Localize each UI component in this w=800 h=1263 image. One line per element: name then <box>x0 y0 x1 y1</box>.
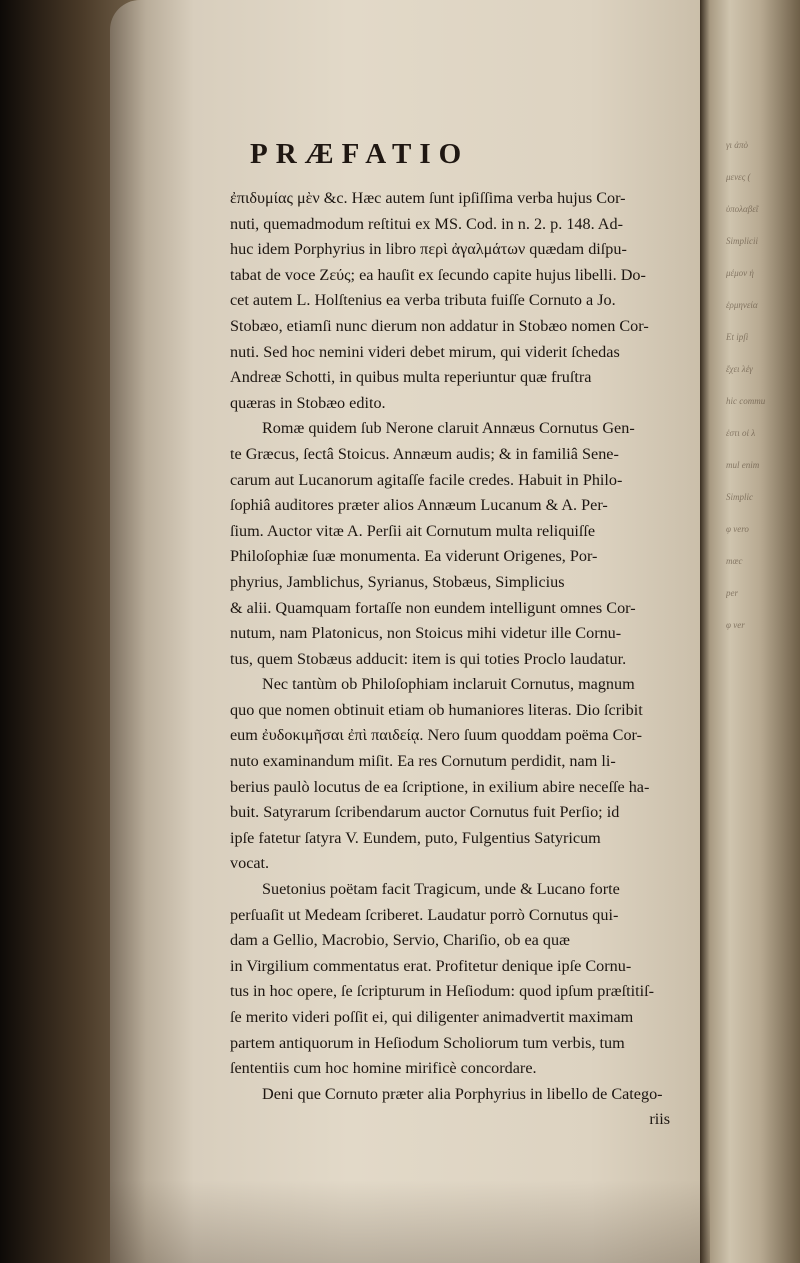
text-line: tabat de voce Ζεύς; ea hauſit ex ſecundo capite hujus libelli. Do- <box>230 265 646 284</box>
text-line: in Virgilium commentatus erat. Profitetur denique ipſe Cornu- <box>230 956 632 975</box>
text-line: & alii. Quamquam fortaſſe non eundem intelligunt omnes Cor- <box>230 598 636 617</box>
page-header-title: PRÆFATIO <box>250 138 470 170</box>
facing-page-edge <box>700 0 800 1263</box>
text-line: Romæ quidem ſub Nerone claruit Annæus Cornutus Gen- <box>262 419 635 438</box>
text-line: dam a Gellio, Macrobio, Servio, Chariſio, ob ea quæ <box>230 931 570 950</box>
text-line: nuti. Sed hoc nemini videri debet mirum, qui viderit ſchedas <box>230 342 620 361</box>
text-line: eum ἐυδοκιμῆσαι ἐπὶ παιδείᾳ. Nero ſuum quoddam poëma Cor- <box>230 726 643 745</box>
text-line: nutum, nam Platonicus, non Stoicus mihi videtur ille Cornu- <box>230 624 622 643</box>
text-line: carum aut Lucanorum agitaſſe facile credes. Habuit in Philo- <box>230 470 623 489</box>
text-line: ſententiis cum hoc homine mirificè concordare. <box>230 1059 537 1078</box>
text-line: partem antiquorum in Heſiodum Scholiorum tum verbis, tum <box>230 1033 625 1052</box>
text-line: perſuaſit ut Medeam ſcriberet. Laudatur porrò Cornutus qui- <box>230 905 619 924</box>
text-line: ſe merito videri poſſit ei, qui diligenter animadvertit maximam <box>230 1008 634 1026</box>
facing-page-fragment: Et ipſi <box>726 332 749 342</box>
text-line: vocat. <box>230 854 270 873</box>
facing-page-fragment: μέμον ἡ <box>726 268 754 278</box>
text-line: nuti, quemadmodum reſtitui ex MS. Cod. in n. 2. p. 148. Ad- <box>230 214 623 233</box>
text-line: tus in hoc opere, ſe ſcripturum in Heſiodum: quod ipſum præſtitiſ- <box>230 982 654 1001</box>
facing-page-fragment: ὑπολαβεῖ <box>726 204 759 214</box>
facing-page-fragment: φ ver <box>726 620 745 630</box>
facing-page-fragment: ἔχει λέγ <box>726 364 753 374</box>
facing-page-fragment: γι ἀπὸ <box>726 140 749 150</box>
text-line: ipſe fatetur ſatyra V. Eundem, puto, Fulgentius Satyricum <box>230 828 601 847</box>
text-line: berius paulò locutus de ea ſcriptione, in exilium abire neceſſe ha- <box>230 777 650 796</box>
text-line: huc idem Porphyrius in libro περὶ ἀγαλμάτων quædam diſpu- <box>230 240 627 259</box>
facing-page-fragment: hic commu <box>726 396 766 406</box>
text-line: ſophiâ auditores præter alios Annæum Lucanum & A. Per- <box>230 496 608 515</box>
text-line: phyrius, Jamblichus, Syrianus, Stobæus, Simplicius <box>230 572 565 591</box>
text-line: ἐπιδυμίας μὲν &c. Hæc autem ſunt ipſiſſima verba hujus Cor- <box>230 189 626 207</box>
text-line: Andreæ Schotti, in quibus multa reperiuntur quæ fruſtra <box>230 368 592 387</box>
facing-page-fragment: Simplic <box>726 492 753 502</box>
body-text-block <box>230 186 690 1133</box>
text-line: buit. Satyrarum ſcribendarum auctor Cornutus fuit Perſio; id <box>230 803 620 822</box>
text-line: Stobæo, etiamſi nunc dierum non addatur in Stobæo nomen Cor- <box>230 316 649 335</box>
facing-page-fragment: μενες ( <box>726 172 751 182</box>
facing-page-fragment: ἐστι οἱ λ <box>726 428 756 438</box>
facing-page-fragment: mœc <box>726 556 743 566</box>
text-line: te Græcus, ſectâ Stoicus. Annæum audis; & in familiâ Sene- <box>230 444 619 463</box>
text-line: tus, quem Stobæus adducit: item is qui toties Proclo laudatur. <box>230 649 627 668</box>
text-line: Nec tantùm ob Philoſophiam inclaruit Cornutus, magnum <box>262 675 635 694</box>
text-line: cet autem L. Holſtenius ea verba tributa fuiſſe Cornuto a Jo. <box>230 291 616 310</box>
text-line: ſium. Auctor vitæ A. Perſii ait Cornutum multa reliquiſſe <box>230 521 596 540</box>
facing-page-fragment: ἐρμηνεία <box>726 300 758 310</box>
facing-page-fragment: per <box>726 588 738 598</box>
text-line: Deni que Cornuto præter alia Porphyrius in libello de Catego- <box>262 1084 663 1103</box>
facing-page-fragment: φ vero <box>726 524 749 534</box>
text-line: Philoſophiæ ſuæ monumenta. Ea viderunt Origenes, Por- <box>230 547 598 566</box>
facing-page-fragment: mul enim <box>726 460 760 470</box>
text-line: nuto examinandum miſit. Ea res Cornutum perdidit, nam li- <box>230 752 616 771</box>
text-line: Suetonius poëtam facit Tragicum, unde & Lucano forte <box>262 880 620 899</box>
catchword: riis <box>649 1110 670 1129</box>
page-bottom-shadow <box>110 1180 710 1263</box>
text-line: quo que nomen obtinuit etiam ob humaniores literas. Dio ſcribit <box>230 700 643 719</box>
facing-page-fragment: Simplicii <box>726 236 758 246</box>
text-line: quæras in Stobæo edito. <box>230 393 386 412</box>
